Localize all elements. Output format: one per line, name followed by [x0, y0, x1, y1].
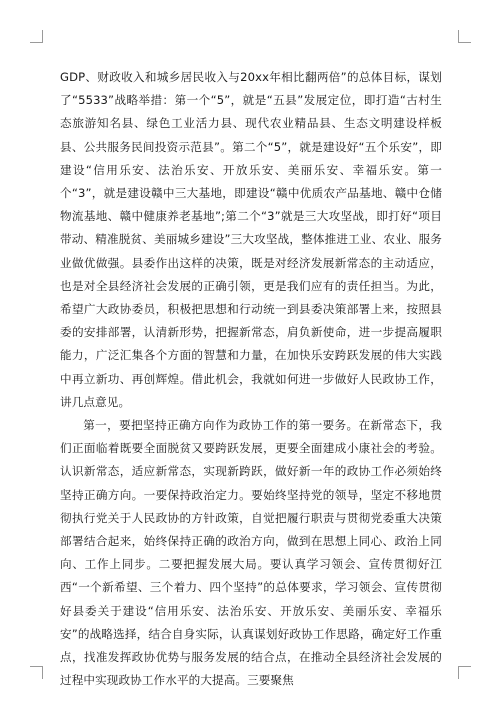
- crop-mark-top-left: [30, 30, 43, 43]
- crop-mark-bottom-left: [30, 666, 43, 679]
- crop-mark-bottom-right: [458, 666, 471, 679]
- paragraph-continuation: GDP、财政收入和城乡居民收入与20xx年相比翻两倍”的总体目标，谋划了“5533”战略举措：第一个“5”，就是“五县”发展定位，即打造“古村生态旅游知名县、绿色工业活力县、现代农业精品县、生态文明建设样板县、公共服务民间投资示范县”。第二个“5”，就是建设好“五个乐安”，即建设“信用乐安、法治乐安、开放乐安、美丽乐安、幸福乐安。第一个“3”，就是建设赣中三大基地，即建设“赣中优质农产品基地、赣中仓储物流基地、赣中健康养老基地”;第二个“3”就是三大攻坚战，即打好“项目带动、精准脱贫、美丽城乡建设”三大攻坚战，整体推进工业、农业、服务业做优做强。县委作出这样的决策，既是对经济发展新常态的主动适应，也是对全县经济社会发展的正确引领，更是我们应有的责任担当。为此，希望广大政协委员，积极把思想和行动统一到县委决策部署上来，按照县委的安排部署，认清新形势，把握新常态，肩负新使命，进一步提高履职能力，广泛汇集各个方面的智慧和力量，在加快乐安跨跃发展的伟大实践中再立新功、再创辉煌。借此机会，我就如何进一步做好人民政协工作，讲几点意见。: [60, 70, 442, 409]
- paragraph-first-point: 第一，要把坚持正确方向作为政协工作的第一要务。在新常态下，我们正面临着既要全面脱贫又要跨跃发展，更要全面建成小康社会的考验。认识新常态，适应新常态，实现新跨跃，做好新一年的政协工作必须始终坚持正确方向。一要保持政治定力。要始终坚持党的领导，坚定不移地贯彻执行党关于人民政协的方针政策，自觉把履行职责与贯彻党委重大决策部署结合起来，始终保持正确的政治方向，做到在思想上同心、政治上同向、工作上同步。二要把握发展大局。要认真学习领会、宣传贯彻好江西“一个新希望、三个着力、四个坚持”的总体要求，学习领会、宣传贯彻好县委关于建设“信用乐安、法治乐安、开放乐安、美丽乐安、幸福乐安”的战略选择，结合自身实际，认真谋划好政协工作思路，确定好工作重点，找准发挥政协优势与服务发展的结合点，在推动全县经济社会发展的过程中实现政协工作水平的大提高。三要聚焦: [60, 418, 442, 688]
- document-body: [60, 66, 442, 692]
- crop-mark-top-right: [458, 30, 471, 43]
